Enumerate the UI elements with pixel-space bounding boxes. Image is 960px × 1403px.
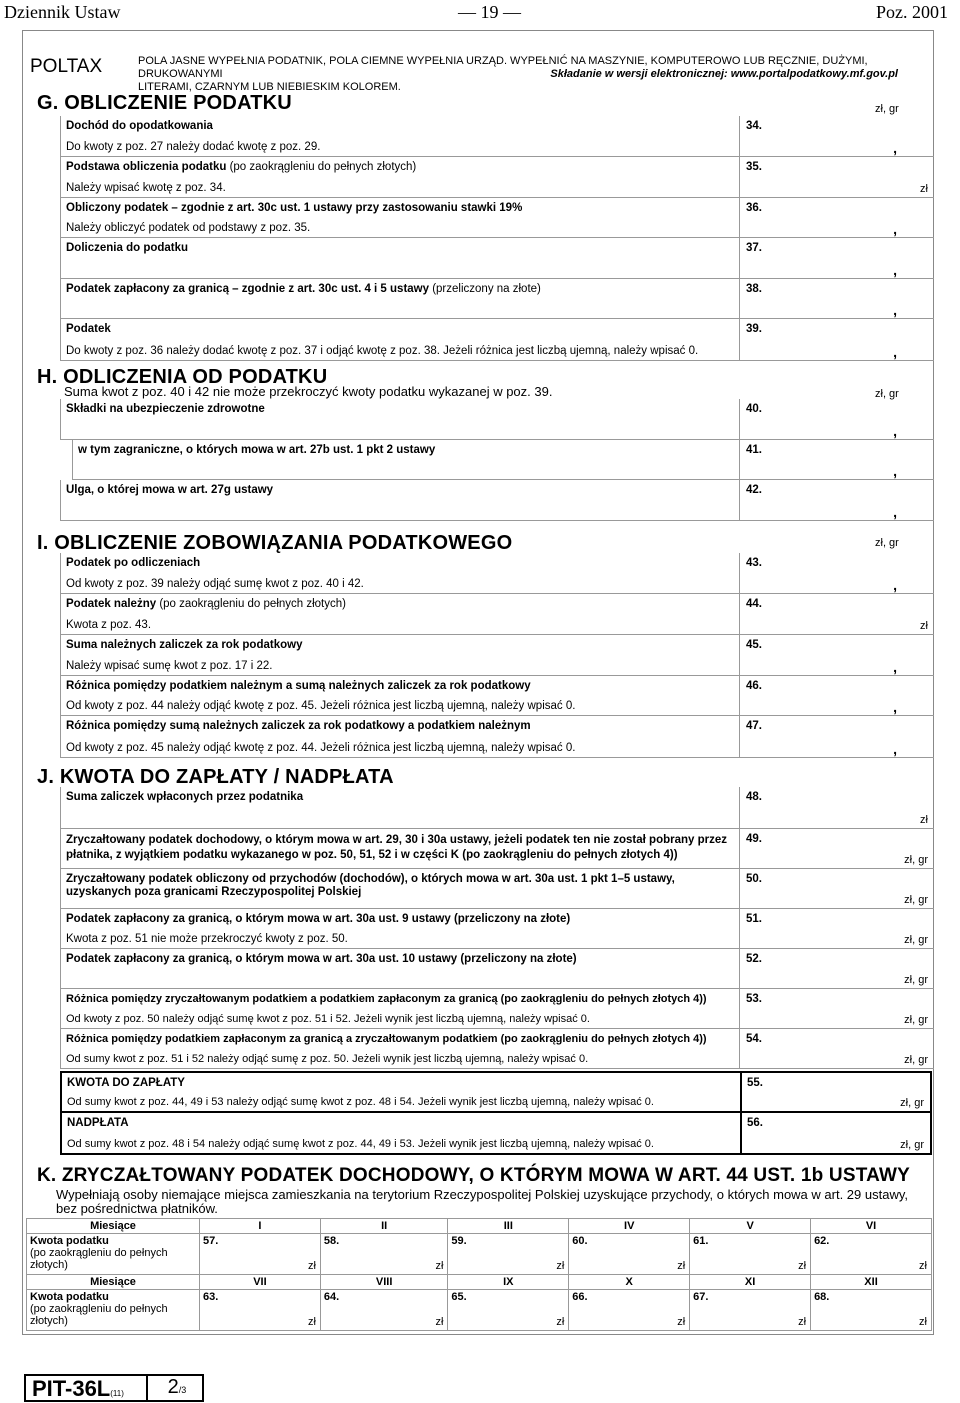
instructions-line-2: LITERAMI, CZARNYM LUB NIEBIESKIM KOLOREM. [138, 81, 401, 93]
field-46[interactable] [739, 676, 934, 715]
row-42 [60, 480, 934, 521]
row-46-num: 46. [746, 680, 762, 692]
row-37-num: 37. [746, 242, 762, 254]
row-50-num: 50. [746, 873, 762, 885]
row-38-label-extra: (przeliczony na złote) [429, 283, 541, 295]
amount-label-cell [27, 1234, 200, 1275]
form-code: PIT-36L [32, 1376, 111, 1401]
row-48-label: Suma zaliczek wpłaconych przez podatnika [66, 791, 304, 803]
units-zl-gr: zł, gr [900, 1097, 924, 1109]
months-label: Miesiące [27, 1219, 200, 1234]
row-42-label: Ulga, o której mowa w art. 27g ustawy [66, 484, 274, 496]
form-footer [24, 1374, 204, 1402]
month-header: VI [811, 1219, 932, 1234]
row-36 [60, 198, 934, 238]
field-num: 64. [323, 1291, 340, 1303]
months-label: Miesiące [27, 1275, 200, 1290]
row-45-num: 45. [746, 639, 762, 651]
row-47-hint: Od kwoty z poz. 45 należy odjąć kwotę z poz. 44. Jeżeli różnica jest liczbą ujemną, należy wpisać 0. [66, 742, 576, 754]
poltax-logo: POLTAX [30, 56, 103, 77]
amount-field-63[interactable] [200, 1290, 321, 1331]
row-47-num: 47. [746, 720, 762, 732]
units-zl-gr: zł, gr [875, 388, 899, 400]
comma: , [893, 741, 897, 757]
field-num: 62. [814, 1235, 830, 1247]
amount-field-66[interactable] [569, 1290, 690, 1331]
row-35-label: Podstawa obliczenia podatku [66, 161, 227, 173]
month-header: I [200, 1219, 321, 1234]
monthly-tax-table [26, 1218, 932, 1331]
row-43-label: Podatek po odliczeniach [66, 557, 201, 569]
units-zl-gr: zł, gr [904, 974, 928, 986]
row-51-label: Podatek zapłacony za granicą, o którym mowa w art. 30a ust. 9 ustawy (przeliczony na złote) [66, 913, 571, 925]
row-39-label: Podatek [66, 323, 111, 335]
amount-field-58[interactable] [320, 1234, 448, 1275]
e-filing-link[interactable]: Składanie w wersji elektronicznej: www.portalpodatkowy.mf.gov.pl [550, 68, 898, 80]
amount-field-60[interactable] [569, 1234, 690, 1275]
row-48 [60, 787, 934, 829]
journal-title: Dziennik Ustaw [4, 2, 121, 22]
month-header: XII [811, 1275, 932, 1290]
row-36-label: Obliczony podatek – zgodnie z art. 30c ust. 1 ustawy przy zastosowaniu stawki 19% [66, 202, 523, 214]
month-header: XI [690, 1275, 811, 1290]
row-52-num: 52. [746, 953, 762, 965]
row-53-label: Różnica pomiędzy zryczałtowanym podatkiem a podatkiem zapłaconym za granicą (po zaokrągleniu do pełnych złotych 4)) [66, 993, 707, 1005]
row-34-label: Dochód do opodatkowania [66, 120, 213, 132]
comma: , [893, 262, 897, 278]
units-zl-gr: zł, gr [904, 934, 928, 946]
row-41-label: w tym zagraniczne, o których mowa w art. 27b ust. 1 pkt 2 ustawy [78, 444, 436, 456]
comma: , [893, 423, 897, 439]
field-38[interactable] [739, 279, 934, 318]
unit-zl: zł [677, 1316, 686, 1328]
field-44[interactable] [739, 594, 934, 634]
position-number: Poz. 2001 [876, 2, 948, 22]
footer-page: 2 [167, 1376, 179, 1398]
row-45-label: Suma należnych zaliczek za rok podatkowy [66, 639, 303, 651]
row-35-num: 35. [746, 161, 762, 173]
row-40-label: Składki na ubezpieczenie zdrowotne [66, 403, 265, 415]
field-num: 58. [323, 1235, 340, 1247]
row-56-label: NADPŁATA [67, 1117, 129, 1129]
field-num: 61. [693, 1235, 709, 1247]
row-54-hint: Od sumy kwot z poz. 51 i 52 należy odjąć sumę z poz. 50. Jeżeli wynik jest liczbą ujemną, należy wpisać 0. [66, 1053, 589, 1065]
comma: , [893, 659, 897, 675]
comma: , [893, 344, 897, 360]
unit-zl: zł [920, 620, 928, 632]
comma: , [893, 577, 897, 593]
row-46-hint: Od kwoty z poz. 44 należy odjąć kwotę z poz. 45. Jeżeli różnica jest liczbą ujemną, należy wpisać 0. [66, 700, 576, 712]
row-49-num: 49. [746, 833, 762, 845]
units-zl-gr: zł, gr [900, 1139, 924, 1151]
amount-sub-1: (po zaokrągleniu do pełnych [30, 1303, 168, 1315]
row-52 [60, 949, 934, 989]
unit-zl: zł [798, 1260, 807, 1272]
month-header: IV [569, 1219, 690, 1234]
section-k-subtitle-1: Wypełniają osoby niemające miejsca zamieszkania na terytorium Rzeczypospolitej Polskiej uzyskujące przychody, o których mowa w art. 29 ustawy, [56, 1187, 908, 1202]
month-header: III [448, 1219, 569, 1234]
row-45 [60, 635, 934, 676]
form-version: (11) [110, 1389, 124, 1398]
unit-zl: zł [556, 1260, 565, 1272]
row-34 [60, 116, 934, 157]
amount-sub-2: złotych) [30, 1315, 68, 1327]
row-40 [60, 399, 934, 440]
row-46 [60, 676, 934, 716]
row-39-hint: Do kwoty z poz. 36 należy dodać kwotę z poz. 37 i odjąć kwotę z poz. 38. Jeżeli różnica jest liczbą ujemną, należy wpisać 0. [66, 345, 699, 357]
field-45[interactable] [739, 635, 934, 675]
comma: , [893, 221, 897, 237]
row-55 [60, 1071, 932, 1113]
comma: , [893, 140, 897, 156]
section-k-title: K. ZRYCZAŁTOWANY PODATEK DOCHODOWY, O KTÓRYM MOWA W ART. 44 UST. 1b USTAWY [37, 1165, 910, 1186]
row-38-label: Podatek zapłacony za granicą – zgodnie z art. 30c ust. 4 i 5 ustawy [66, 283, 430, 295]
row-53-num: 53. [746, 993, 762, 1005]
section-i-title: I. OBLICZENIE ZOBOWIĄZANIA PODATKOWEGO [37, 532, 513, 554]
units-zl-gr: zł, gr [904, 1014, 928, 1026]
field-num: 57. [203, 1235, 219, 1247]
row-36-hint: Należy obliczyć podatek od podstawy z poz. 35. [66, 222, 311, 234]
amount-sub-1: (po zaokrągleniu do pełnych [30, 1247, 168, 1259]
row-41 [72, 440, 934, 480]
row-35 [60, 157, 934, 198]
field-39[interactable] [739, 319, 934, 360]
row-40-num: 40. [746, 403, 762, 415]
amount-sub-2: złotych) [30, 1259, 68, 1271]
row-39 [60, 319, 934, 361]
row-54-num: 54. [746, 1033, 762, 1045]
row-35-label-extra: (po zaokrągleniu do pełnych złotych) [226, 161, 417, 173]
comma: , [893, 504, 897, 520]
row-36-num: 36. [746, 202, 762, 214]
months-header-row-2 [27, 1275, 932, 1290]
row-54-label: Różnica pomiędzy podatkiem zapłaconym za granicą a zryczałtowanym podatkiem (po zaokrągleniu do pełnych złotych 4)) [66, 1033, 707, 1045]
row-44-num: 44. [746, 598, 762, 610]
form-instructions [138, 55, 928, 94]
month-header: X [569, 1275, 690, 1290]
comma: , [893, 302, 897, 318]
field-48[interactable] [739, 787, 934, 828]
unit-zl: zł [919, 1316, 927, 1328]
row-50 [60, 869, 934, 909]
row-55-num: 55. [747, 1077, 763, 1089]
row-34-hint: Do kwoty z poz. 27 należy dodać kwotę z poz. 29. [66, 141, 321, 153]
unit-zl: zł [920, 814, 928, 826]
amount-field-64[interactable] [320, 1290, 448, 1331]
row-43-num: 43. [746, 557, 762, 569]
row-41-num: 41. [746, 444, 762, 456]
row-43 [60, 553, 934, 594]
section-h-subtitle: Suma kwot z poz. 40 i 42 nie może przekroczyć kwoty podatku wykazanej w poz. 39. [64, 384, 553, 399]
unit-zl: zł [435, 1316, 444, 1328]
row-44-label: Podatek należny [66, 598, 157, 610]
row-46-label: Różnica pomiędzy podatkiem należnym a sumą należnych zaliczek za rok podatkowy [66, 680, 531, 692]
row-56 [60, 1111, 932, 1155]
row-35-hint: Należy wpisać kwotę z poz. 34. [66, 182, 226, 194]
section-k-subtitle-2: bez pośrednictwa płatników. [56, 1201, 218, 1216]
footer-pages: /3 [178, 1385, 187, 1395]
field-37[interactable] [739, 238, 934, 278]
month-header: VIII [320, 1275, 448, 1290]
instructions-line-1: POLA JASNE WYPEŁNIA PODATNIK, POLA CIEMNE WYPEŁNIA URZĄD. WYPEŁNIĆ NA MASZYNIE, KOMPUTEROWO LUB RĘCZNIE, DUŻYMI, DRUKOWANYMI [138, 55, 868, 80]
months-header-row-1 [27, 1219, 932, 1234]
row-56-num: 56. [747, 1117, 763, 1129]
amount-label-cell [27, 1290, 200, 1331]
field-47[interactable] [739, 716, 934, 757]
amount-label: Kwota podatku [30, 1235, 109, 1247]
amount-field-62[interactable] [811, 1234, 932, 1275]
units-zl-gr: zł, gr [904, 854, 928, 866]
field-num: 67. [693, 1291, 709, 1303]
unit-zl: zł [435, 1260, 444, 1272]
row-51 [60, 909, 934, 949]
month-header: IX [448, 1275, 569, 1290]
row-47-label: Różnica pomiędzy sumą należnych zaliczek za rok podatkowy a podatkiem należnym [66, 720, 531, 732]
month-header: VII [200, 1275, 321, 1290]
amount-field-59[interactable] [448, 1234, 569, 1275]
row-51-hint: Kwota z poz. 51 nie może przekroczyć kwoty z poz. 50. [66, 933, 348, 945]
row-52-label: Podatek zapłacony za granicą, o którym mowa w art. 30a ust. 10 ustawy (przeliczony na złote) [66, 953, 577, 965]
row-48-num: 48. [746, 791, 762, 803]
field-41[interactable] [739, 440, 934, 479]
field-40[interactable] [739, 399, 934, 439]
unit-zl: zł [307, 1316, 316, 1328]
row-55-hint: Od sumy kwot z poz. 44, 49 i 53 należy odjąć sumę kwot z poz. 48 i 54. Jeżeli wynik jest liczbą ujemną, należy wpisać 0. [67, 1096, 654, 1108]
field-num: 66. [572, 1291, 588, 1303]
row-53-hint: Od kwoty z poz. 50 należy odjąć sumę kwot z poz. 51 i 52. Jeżeli wynik jest liczbą ujemną, należy wpisać 0. [66, 1013, 590, 1025]
row-49 [60, 829, 934, 869]
field-36[interactable] [739, 198, 934, 237]
unit-zl: zł [556, 1316, 565, 1328]
row-44 [60, 594, 934, 635]
row-47 [60, 716, 934, 758]
field-num: 63. [203, 1291, 219, 1303]
row-38-num: 38. [746, 283, 762, 295]
field-num: 59. [451, 1235, 467, 1247]
amount-field-67[interactable] [690, 1290, 811, 1331]
section-g-title: G. OBLICZENIE PODATKU [37, 92, 292, 114]
row-44-hint: Kwota z poz. 43. [66, 619, 152, 631]
row-37 [60, 238, 934, 279]
row-43-hint: Od kwoty z poz. 39 należy odjąć sumę kwot z poz. 40 i 42. [66, 578, 364, 590]
units-zl-gr: zł, gr [875, 103, 899, 115]
field-num: 60. [572, 1235, 588, 1247]
section-j-title: J. KWOTA DO ZAPŁATY / NADPŁATA [37, 766, 394, 788]
row-38 [60, 279, 934, 319]
unit-zl: zł [798, 1316, 807, 1328]
amount-field-61[interactable] [690, 1234, 811, 1275]
unit-zl: zł [919, 1260, 927, 1272]
amount-field-68[interactable] [811, 1290, 932, 1331]
field-num: 65. [451, 1291, 467, 1303]
units-zl-gr: zł, gr [904, 1054, 928, 1066]
section-h-title: H. ODLICZENIA OD PODATKU [37, 366, 328, 388]
journal-header [0, 0, 960, 26]
unit-zl: zł [920, 183, 928, 195]
amount-field-65[interactable] [448, 1290, 569, 1331]
amount-row-1 [27, 1234, 932, 1275]
row-56-hint: Od sumy kwot z poz. 48 i 54 należy odjąć sumę kwot z poz. 44, 49 i 53. Jeżeli wynik jest liczbą ujemną, należy wpisać 0. [67, 1138, 654, 1150]
row-53 [60, 989, 934, 1029]
row-49-label: Zryczałtowany podatek dochodowy, o którym mowa w art. 29, 30 i 30a ustawy, jeżeli podatek ten nie został pobrany przez płatnika, z wyjątkiem podatku wykazanego w poz. 50, 51, 52 i w części K (po zaokrągleniu do pełnych złotych 4)) [66, 834, 727, 861]
month-header: V [690, 1219, 811, 1234]
row-50-label: Zryczałtowany podatek obliczony od przychodów (dochodów), o których mowa w art. 30a ust. 1 pkt 1–5 ustawy, uzyskanych poza granicami Rzeczypospolitej Polskiej [66, 873, 675, 898]
unit-zl: zł [677, 1260, 686, 1272]
field-35[interactable] [739, 157, 934, 197]
units-zl-gr: zł, gr [904, 894, 928, 906]
field-num: 68. [814, 1291, 830, 1303]
page-number: — 19 — [458, 2, 521, 22]
units-zl-gr: zł, gr [875, 537, 899, 549]
row-42-num: 42. [746, 484, 762, 496]
row-55-label: KWOTA DO ZAPŁATY [67, 1077, 185, 1089]
comma: , [893, 699, 897, 715]
amount-field-57[interactable] [200, 1234, 321, 1275]
row-37-label: Doliczenia do podatku [66, 242, 189, 254]
comma: , [893, 463, 897, 479]
month-header: II [320, 1219, 448, 1234]
row-39-num: 39. [746, 323, 762, 335]
field-34[interactable] [739, 116, 934, 156]
row-44-label-extra: (po zaokrągleniu do pełnych złotych) [156, 598, 346, 610]
row-51-num: 51. [746, 913, 762, 925]
row-34-num: 34. [746, 120, 762, 132]
row-54 [60, 1029, 934, 1069]
unit-zl: zł [307, 1260, 316, 1272]
field-42[interactable] [739, 480, 934, 520]
amount-label: Kwota podatku [30, 1291, 109, 1303]
field-43[interactable] [739, 553, 934, 593]
amount-row-2 [27, 1290, 932, 1331]
row-45-hint: Należy wpisać sumę kwot z poz. 17 i 22. [66, 660, 273, 672]
